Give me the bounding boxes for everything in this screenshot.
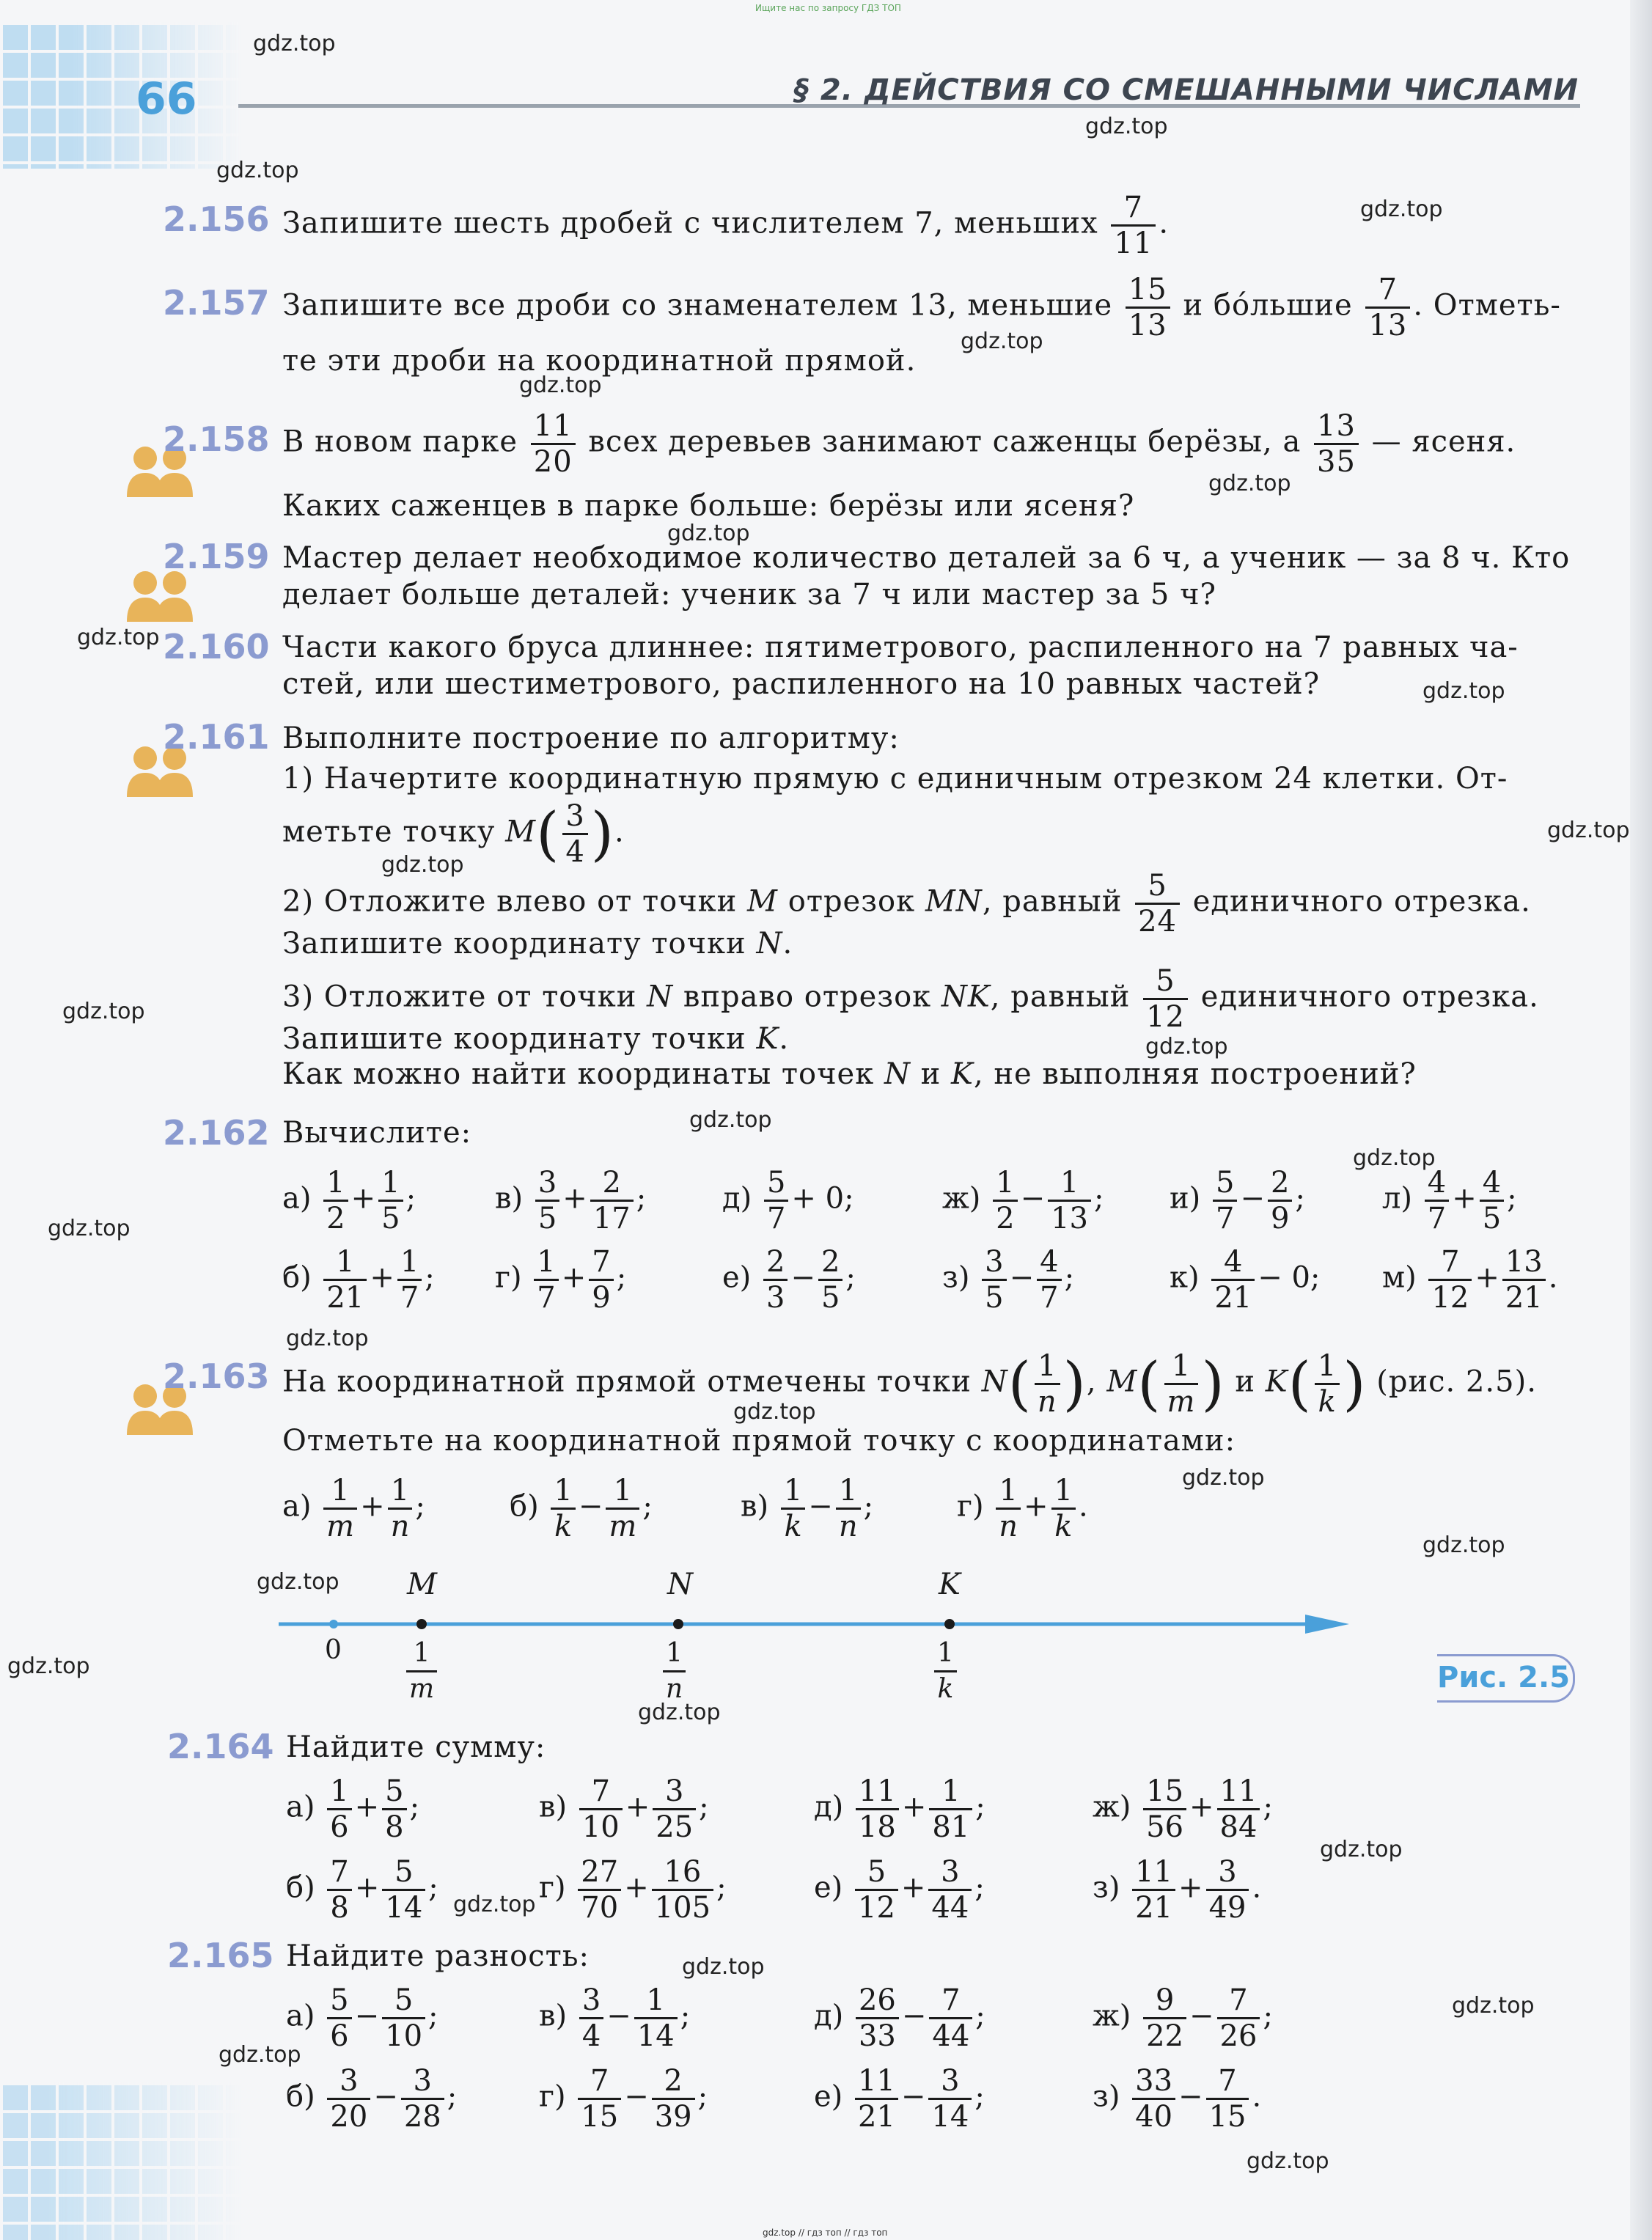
problem-title: Найдите разность: bbox=[286, 1939, 590, 1973]
decor-squares-top bbox=[0, 22, 242, 169]
section-title: § 2. ДЕЙСТВИЯ СО СМЕШАННЫМИ ЧИСЛАМИ bbox=[794, 73, 1579, 107]
watermark: gdz.top bbox=[1247, 2148, 1329, 2174]
watermark: gdz.top bbox=[381, 852, 464, 878]
problem-2-163-line2: Отметьте на координатной прямой точку с координатами: bbox=[282, 1424, 1236, 1458]
exercise-item: ж) $\frac{15}{56}$ + $\frac{11}{84}$ ; bbox=[1093, 1774, 1273, 1844]
problem-2-161-step2b: Запишите координату точки N. bbox=[282, 927, 793, 961]
problem-2-158-line2: Каких саженцев в парке больше: берёзы или ясеня? bbox=[282, 489, 1135, 523]
bottom-note: gdz.top // гдз топ // гдз топ bbox=[763, 2228, 888, 2238]
watermark: gdz.top bbox=[682, 1954, 765, 1980]
exercise-item: м) $\frac{7}{12}$ + $\frac{13}{21}$ . bbox=[1382, 1245, 1558, 1315]
exercise-item: д) $\frac{26}{33}$ − $\frac{7}{44}$ ; bbox=[814, 1983, 985, 2053]
problem-2-157-line2: те эти дроби на координатной прямой. bbox=[282, 344, 917, 378]
problem-number: 2.158 bbox=[163, 419, 270, 459]
top-note: Ищите нас по запросу ГДЗ ТОП bbox=[755, 3, 901, 13]
watermark: gdz.top bbox=[1320, 1837, 1403, 1862]
exercise-item: г) $\frac{7}{15}$ − $\frac{2}{39}$ ; bbox=[539, 2064, 708, 2134]
watermark: gdz.top bbox=[961, 328, 1043, 354]
number-line-figure bbox=[279, 1562, 1364, 1708]
exercise-item: з) $\frac{3}{5}$ − $\frac{4}{7}$ ; bbox=[942, 1245, 1075, 1315]
exercise-item: б) $\frac{1}{21}$ + $\frac{1}{7}$ ; bbox=[282, 1245, 435, 1315]
exercise-item: б) $\frac{1}{k}$ − $\frac{1}{m}$ ; bbox=[510, 1474, 653, 1543]
exercise-item: б) $\frac{3}{20}$ − $\frac{3}{28}$ ; bbox=[286, 2064, 458, 2134]
exercise-item: з) $\frac{11}{21}$ + $\frac{3}{49}$ . bbox=[1093, 1855, 1262, 1925]
exercise-item: и) $\frac{5}{7}$ − $\frac{2}{9}$ ; bbox=[1170, 1166, 1305, 1235]
exercise-item: а) $\frac{5}{6}$ − $\frac{5}{10}$ ; bbox=[286, 1983, 438, 2053]
watermark: gdz.top bbox=[257, 1569, 339, 1595]
watermark: gdz.top bbox=[1182, 1465, 1265, 1491]
coord-label-N: $\frac{1}{n}$ bbox=[660, 1637, 689, 1706]
exercise-item: д) $\frac{5}{7}$ + 0; bbox=[722, 1166, 854, 1235]
exercise-item: з) $\frac{33}{40}$ − $\frac{7}{15}$ . bbox=[1093, 2064, 1262, 2134]
problem-2-161-step1b: метьте точку M( $\frac{3}{4}$ ). bbox=[282, 799, 625, 869]
problem-2-161-step1: 1) Начертите координатную прямую с единичным отрезком 24 клетки. От- bbox=[282, 762, 1508, 796]
watermark: gdz.top bbox=[77, 625, 160, 650]
exercise-item: г) $\frac{1}{7}$ + $\frac{7}{9}$ ; bbox=[495, 1245, 627, 1315]
watermark: gdz.top bbox=[733, 1399, 816, 1425]
point-label-N: N bbox=[667, 1568, 693, 1601]
watermark: gdz.top bbox=[1360, 197, 1443, 222]
problem-2-158: В новом парке $\frac{11}{20}$ всех деревьев занимают саженцы берёзы, а $\frac{13}{35}$ — ясеня. bbox=[282, 409, 1516, 479]
exercise-item: в) $\frac{1}{k}$ − $\frac{1}{n}$ ; bbox=[741, 1474, 874, 1543]
problem-2-160-line2: стей, или шестиметрового, распиленного на 10 равных частей? bbox=[282, 667, 1321, 701]
problem-2-161-step3b: Запишите координату точки K. bbox=[282, 1022, 790, 1056]
problem-number: 2.164 bbox=[167, 1727, 274, 1766]
problem-2-156: Запишите шесть дробей с числителем 7, меньших $\frac{7}{11}$ . bbox=[282, 191, 1170, 260]
problem-number: 2.162 bbox=[163, 1113, 270, 1153]
zero-label: 0 bbox=[325, 1635, 342, 1665]
watermark: gdz.top bbox=[62, 999, 145, 1024]
page-number: 66 bbox=[136, 73, 197, 125]
watermark: gdz.top bbox=[1422, 1532, 1505, 1558]
point-label-K: K bbox=[939, 1568, 961, 1601]
decor-squares-bottom bbox=[0, 2082, 242, 2240]
watermark: gdz.top bbox=[453, 1892, 536, 1917]
exercise-item: в) $\frac{3}{4}$ − $\frac{1}{14}$ ; bbox=[539, 1983, 691, 2053]
exercise-item: е) $\frac{2}{3}$ − $\frac{2}{5}$ ; bbox=[722, 1245, 856, 1315]
watermark: gdz.top bbox=[286, 1326, 369, 1351]
watermark: gdz.top bbox=[1085, 114, 1168, 139]
problem-title: Вычислите: bbox=[282, 1116, 472, 1150]
watermark: gdz.top bbox=[1145, 1034, 1228, 1060]
watermark: gdz.top bbox=[1208, 471, 1291, 496]
problem-number: 2.163 bbox=[163, 1356, 270, 1396]
exercise-item: а) $\frac{1}{6}$ + $\frac{5}{8}$ ; bbox=[286, 1774, 420, 1844]
point-label-M: M bbox=[407, 1568, 437, 1601]
exercise-item: к) $\frac{4}{21}$ − 0; bbox=[1170, 1245, 1321, 1315]
exercise-item: д) $\frac{11}{18}$ + $\frac{1}{81}$ ; bbox=[814, 1774, 985, 1844]
problem-number: 2.159 bbox=[163, 537, 270, 576]
problem-number: 2.165 bbox=[167, 1936, 274, 1975]
exercise-item: б) $\frac{7}{8}$ + $\frac{5}{14}$ ; bbox=[286, 1855, 438, 1925]
problem-title: Найдите сумму: bbox=[286, 1730, 546, 1764]
watermark: gdz.top bbox=[219, 2042, 301, 2068]
exercise-item: л) $\frac{4}{7}$ + $\frac{4}{5}$ ; bbox=[1382, 1166, 1517, 1235]
watermark: gdz.top bbox=[253, 31, 336, 56]
watermark: gdz.top bbox=[1547, 818, 1630, 843]
watermark: gdz.top bbox=[48, 1216, 131, 1241]
problem-2-161-question: Как можно найти координаты точек N и K, не выполняя построений? bbox=[282, 1057, 1417, 1091]
exercise-item: е) $\frac{5}{12}$ + $\frac{3}{44}$ ; bbox=[814, 1855, 985, 1925]
exercise-item: г) $\frac{1}{n}$ + $\frac{1}{k}$ . bbox=[957, 1474, 1088, 1543]
coord-label-K: $\frac{1}{k}$ bbox=[931, 1637, 960, 1706]
watermark: gdz.top bbox=[7, 1653, 90, 1679]
problem-number: 2.160 bbox=[163, 627, 270, 667]
exercise-item: е) $\frac{11}{21}$ − $\frac{3}{14}$ ; bbox=[814, 2064, 985, 2134]
problem-2-159-line1: Мастер делает необходимое количество деталей за 6 ч, а ученик — за 8 ч. Кто bbox=[282, 541, 1571, 575]
exercise-item: а) $\frac{1}{2}$ + $\frac{1}{5}$ ; bbox=[282, 1166, 416, 1235]
exercise-item: в) $\frac{3}{5}$ + $\frac{2}{17}$ ; bbox=[495, 1166, 647, 1235]
problem-2-157: Запишите все дроби со знаменателем 13, меньшие $\frac{15}{13}$ и бóльшие $\frac{7}{13}$ . Отметь- bbox=[282, 273, 1561, 342]
watermark: gdz.top bbox=[216, 158, 299, 183]
watermark: gdz.top bbox=[1422, 678, 1505, 704]
problem-2-159-line2: делает больше деталей: ученик за 7 ч или мастер за 5 ч? bbox=[282, 578, 1216, 612]
problem-number: 2.156 bbox=[163, 199, 270, 239]
coord-label-M: $\frac{1}{m}$ bbox=[403, 1637, 440, 1706]
watermark: gdz.top bbox=[1452, 1993, 1535, 2019]
page-edge bbox=[1630, 0, 1652, 2240]
fraction: $\frac{7}{11}$ bbox=[1111, 191, 1156, 260]
exercise-item: г) $\frac{27}{70}$ + $\frac{16}{105}$ ; bbox=[539, 1855, 727, 1925]
problem-2-161-step2: 2) Отложите влево от точки M отрезок MN, равный $\frac{5}{24}$ единичного отрезка. bbox=[282, 869, 1531, 939]
problem-2-161-step3: 3) Отложите от точки N вправо отрезок NK, равный $\frac{5}{12}$ единичного отрезка. bbox=[282, 964, 1539, 1034]
exercise-item: ж) $\frac{1}{2}$ − $\frac{1}{13}$ ; bbox=[942, 1166, 1104, 1235]
watermark: gdz.top bbox=[638, 1700, 721, 1725]
exercise-item: а) $\frac{1}{m}$ + $\frac{1}{n}$ ; bbox=[282, 1474, 425, 1543]
problem-number: 2.161 bbox=[163, 717, 270, 757]
watermark: gdz.top bbox=[519, 372, 602, 398]
problem-2-163: На координатной прямой отмечены точки N( $\frac{1}{n}$ ), M( $\frac{1}{m}$ ) и K( $\frac{1}{k}$ ) (рис. 2.5). bbox=[282, 1349, 1537, 1419]
problem-2-161-line1: Выполните построение по алгоритму: bbox=[282, 721, 900, 755]
problem-number: 2.157 bbox=[163, 283, 270, 323]
problem-2-160-line1: Части какого бруса длиннее: пятиметрового, распиленного на 7 равных ча- bbox=[282, 631, 1519, 664]
exercise-item: ж) $\frac{9}{22}$ − $\frac{7}{26}$ ; bbox=[1093, 1983, 1273, 2053]
figure-caption: Рис. 2.5 bbox=[1437, 1654, 1575, 1703]
exercise-item: в) $\frac{7}{10}$ + $\frac{3}{25}$ ; bbox=[539, 1774, 709, 1844]
watermark: gdz.top bbox=[1353, 1145, 1436, 1171]
watermark: gdz.top bbox=[667, 521, 750, 546]
watermark: gdz.top bbox=[689, 1107, 772, 1133]
